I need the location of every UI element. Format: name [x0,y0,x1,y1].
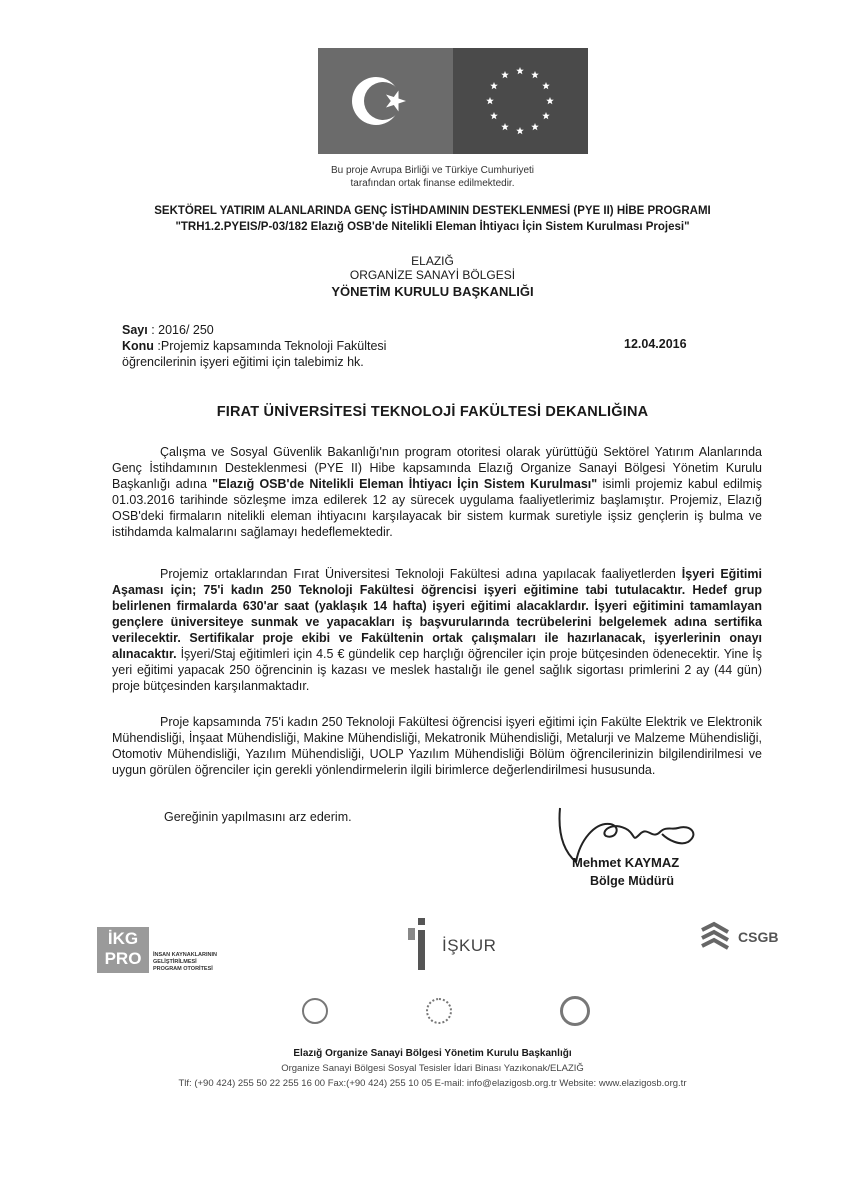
iskur-logo [408,918,496,974]
turkey-flag-icon [318,48,453,154]
footer-contact: Tlf: (+90 424) 255 50 22 255 16 00 Fax:(+90 424) 255 10 05 E-mail: info@elazigosb.org.tr Website: www.elazigosb.org.tr [178,1078,687,1089]
closing-line: Gereğinin yapılmasını arz ederim. [164,810,352,824]
certification-seal-icon-2 [426,998,452,1024]
city-name: ELAZIĞ [411,254,454,268]
eu-star-icon [542,112,550,119]
iskur-mark-icon [408,918,436,974]
funding-note [0,164,865,190]
body-paragraph-1 [112,444,762,540]
eu-star-icon [490,82,498,89]
body-paragraph-3 [112,714,762,778]
ikg-text-line-1: İNSAN KAYNAKLARININ [153,952,217,958]
ikg-text-line-2: GELİŞTİRİLMESİ [153,959,197,965]
konu-value: :Projemiz kapsamında Teknoloji Fakültesi [157,339,387,353]
signer-name: Mehmet KAYMAZ [572,855,680,870]
p2-text-a: Projemiz ortaklarından Fırat Üniversitesi Teknoloji Fakültesi adına yapılacak faaliyetlerden [160,567,682,581]
csgb-mark-icon [698,920,732,954]
csgb-logo [698,920,778,954]
eu-star-icon [546,97,554,104]
ikg-mark [97,927,149,973]
sayi-value: : 2016/ 250 [151,323,214,337]
eu-star-icon [516,127,524,134]
eu-star-icon [486,97,494,104]
p1-text-a: Çalışma ve Sosyal Güvenlik Bakanlığı'nın program otoritesi olarak yürüttüğü Sektörel Yatırım Alanlarında Genç İstihdamının Desteklenmesi (PYE II) Hibe kapsamında Elazığ Organize Sanayi Bölgesi Yönetim Kurulu Başkanlığı adına [112,445,762,491]
recipient-heading: FIRAT ÜNİVERSİTESİ TEKNOLOJİ FAKÜLTESİ DEKANLIĞINA [216,404,649,420]
board-name: YÖNETİM KURULU BAŞKANLIĞI [331,284,534,299]
flags-banner [318,48,588,154]
project-title: "TRH1.2.PYEIS/P-03/182 Elazığ OSB'de Nitelikli Eleman İhtiyacı İçin Sistem Kurulması Projesi" [175,221,690,233]
ikg-mark-line-2: PRO [104,949,142,968]
funding-line-2: tarafından ortak finanse edilmektedir. [350,178,515,189]
eu-star-icon [490,112,498,119]
certification-seal-icon-3 [560,996,590,1026]
sayi-line [122,322,214,338]
program-title: SEKTÖREL YATIRIM ALANLARINDA GENÇ İSTİHDAMININ DESTEKLENMESİ (PYE II) HİBE PROGRAMI [154,205,711,217]
sayi-label: Sayı [122,323,148,337]
p1-project-name: "Elazığ OSB'de Nitelikli Eleman İhtiyacı İçin Sistem Kurulması" [212,477,598,491]
organization-name: ORGANİZE SANAYİ BÖLGESİ [349,268,516,282]
p2-bold-text: İşyeri Eğitimi Aşaması için; 75'i kadın 250 Teknoloji Fakültesi öğrencisi işyeri eğitimine tabi tutulacaktır. Hedef grup belirlenen firmalarda 630'ar saat (yaklaşık 14 hafta) işyeri eğitimi alacaklardır. İşyeri eğitimini tamamlayan gençlere üniversiteye sunmak ve yapacakları iş başvurularında tecrübelerini belgelemek adına sertifika verilecektir. Sertifikalar proje ekibi ve Fakültenin ortak çalışmaları ile hazırlanacak, işyerlerinin onayı alınacaktır. [112,567,762,661]
funding-line-1: Bu proje Avrupa Birliği ve Türkiye Cumhuriyeti [330,165,535,176]
eu-star-icon [516,67,524,74]
konu-line [122,338,386,354]
p1-text-c: isimli projemiz kabul edilmiş 01.03.2016 tarihinde sözleşme imza edilerek 12 ay sürecek uygulama faaliyetlerimiz başlamıştır. Projemiz, Elazığ OSB'deki firmaların nitelikli eleman ihtiyacını karşılayacak bir sistem kurmak suretiyle işsiz gençlerin iş bulma ve istihdamda kalmalarını sağlamayı hedeflemektedir. [112,477,762,539]
p2-text-c: İşyeri/Staj eğitimleri için 4.5 € gündelik cep harçlığı öğrenciler için proje bütçesinden ödenecektir. Yine İş yeri eğitimi yapacak 250 öğrencinin iş kazası ve meslek hastalığı ile genel sağlık sigortası primlerini 2 ay (44 gün) proje bütçesinden karşılanmaktadır. [112,647,762,693]
certification-seal-icon-1 [302,998,328,1024]
document-date: 12.04.2016 [624,337,687,351]
eu-flag-icon [453,48,588,154]
eu-star-icon [501,123,509,130]
ikg-text-line-3: PROGRAM OTORİTESİ [153,966,213,972]
signer-title: Bölge Müdürü [590,874,675,888]
body-paragraph-2 [112,566,762,694]
eu-star-icon [542,82,550,89]
konu-label: Konu [122,339,154,353]
iskur-text: İŞKUR [442,936,497,955]
konu-line-2: öğrencilerinin işyeri eğitimi için talebimiz hk. [122,355,364,369]
eu-star-icon [531,71,539,78]
footer-org: Elazığ Organize Sanayi Bölgesi Yönetim Kurulu Başkanlığı [293,1048,572,1059]
ikg-text [153,952,217,973]
eu-star-icon [501,71,509,78]
eu-star-icon [531,123,539,130]
p3-text: Proje kapsamında 75'i kadın 250 Teknoloji Fakültesi öğrencisi işyeri eğitimi için Fakülte Elektrik ve Elektronik Mühendisliği, İnşaat Mühendisliği, Makine Mühendisliği, Mekatronik Mühendisliği, Metalurji ve Malzeme Mühendisliği, Otomotiv Mühendisliği, Yazılım Mühendisliği, UOLP Yazılım Mühendisliği Bölüm öğrencilerinizin bilgilendirilmesi ve uygun görülen öğrenciler için gerekli yönlendirmelerin ilgili birimlerce değerlendirilmesi hususunda. [112,715,762,777]
ikg-logo [97,927,217,973]
ikg-mark-line-1: İKG [107,929,139,948]
csgb-text: CSGB [738,929,779,945]
footer-address: Organize Sanayi Bölgesi Sosyal Tesisler İdari Binası Yazıkonak/ELAZIĞ [281,1063,584,1074]
